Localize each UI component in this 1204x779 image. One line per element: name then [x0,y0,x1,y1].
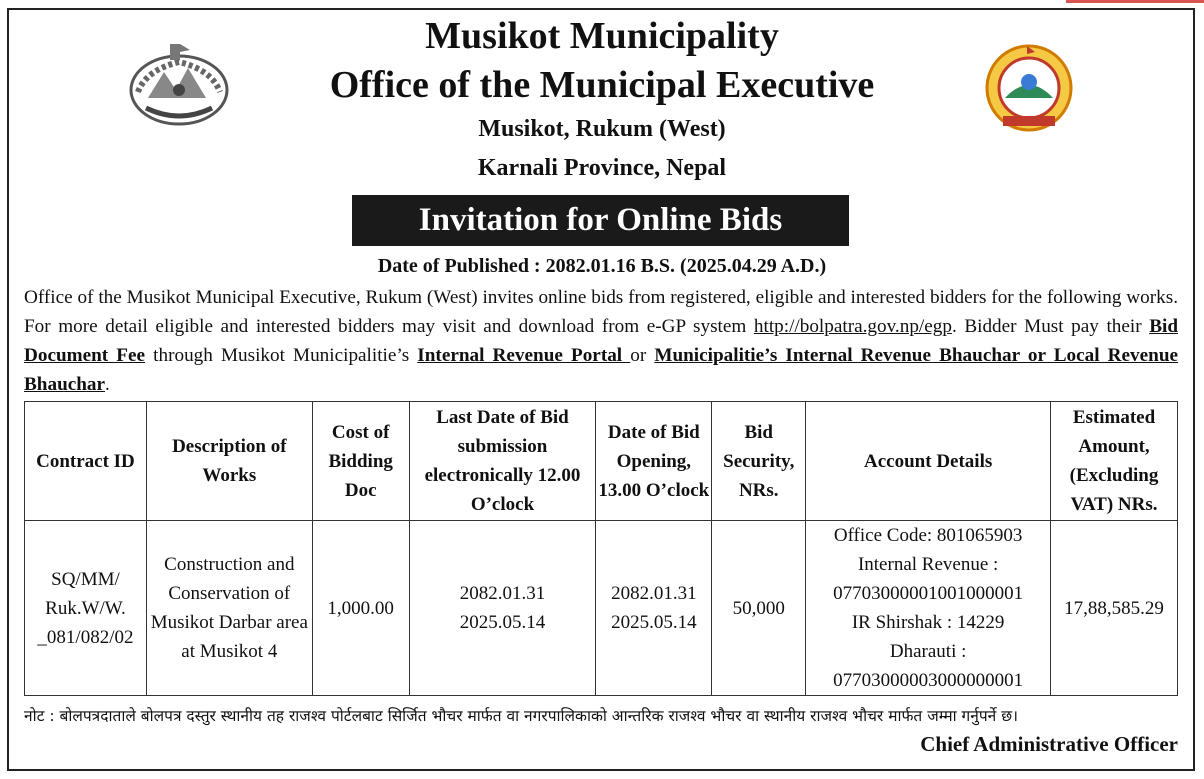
header-account-details: Account Details [806,402,1051,521]
header-bid-security: Bid Security, NRs. [712,402,806,521]
footer-note: नोट : बोलपत्रदाताले बोलपत्र दस्तुर स्थानीय तह राजश्व पोर्टलबाट सिर्जित भौचर मार्फत वा नगरपालिकाको आन्तरिक राजश्व भौचर वा स्थानीय राजश्व भौचर मार्फत जम्मा गर्नुपर्ने छ। [24,707,1018,725]
ir-shirshak: IR Shirshak : 14229 [851,612,1005,633]
address-line-1: Musikot, Rukum (West) [478,116,726,142]
revenue-bhauchar-term: Municipalitie’s Internal Revenue Bhauchar or Local Revenue Bhauchar [24,345,1179,395]
opening-date-ad: 2025.05.14 [611,612,697,633]
opening-date-bs: 2082.01.31 [611,583,697,604]
dharauti-label: Dharauti : [889,641,967,662]
notice-title-banner: Invitation for Online Bids [352,195,849,246]
last-date-bs: 2082.01.31 [459,583,546,604]
municipality-name: Musikot Municipality [425,15,779,57]
egp-link[interactable]: http://bolpatra.gov.np/egp [753,316,952,337]
internal-revenue-label: Internal Revenue : [857,554,999,575]
cell-last-date [409,521,596,696]
cell-opening-date [596,521,712,696]
cell-estimated-amount: 17,88,585.29 [1051,521,1178,696]
header-contract-id: Contract ID [25,402,147,521]
intro-text-1: Office of the Musikot Municipal Executive, Rukum (West) invites online bids from registered, eligible and interested bidders for the following works. For more detail eligible and interested bidders may visit and download from e-GP system [24,287,1178,337]
bids-table [24,401,1178,696]
internal-revenue-number: 07703000001001000001 [833,583,1024,604]
signatory: Chief Administrative Officer [920,732,1178,756]
bid-fee-term: Bid Document Fee [24,316,1178,366]
header-last-date: Last Date of Bid submission electronically 12.00 O’clock [409,402,596,521]
intro-text-3: through Musikot Municipalitie’s [145,345,418,366]
header-opening-date: Date of Bid Opening, 13.00 O’clock [596,402,712,521]
address-line-2: Karnali Province, Nepal [477,155,727,181]
intro-paragraph [24,283,1178,399]
revenue-portal-term: Internal Revenue Portal [417,345,631,366]
header-cost: Cost of Bidding Doc [312,402,409,521]
last-date-ad: 2025.05.14 [459,612,546,633]
office-code: Office Code: 801065903 [833,525,1023,546]
office-name: Office of the Municipal Executive [329,64,875,106]
published-date: Date of Published : 2082.01.16 B.S. (2025.04.29 A.D.) [377,255,827,277]
header-estimated-amount: Estimated Amount, (Excluding VAT) NRs. [1051,402,1178,521]
intro-text-2: . Bidder Must pay their [951,316,1150,337]
cell-cost: 1,000.00 [312,521,409,696]
dharauti-number: 07703000003000000001 [833,670,1024,691]
header-description: Description of Works [146,402,312,521]
intro-text-5: . [105,374,110,395]
cell-bid-security: 50,000 [712,521,806,696]
cell-account-details [806,521,1051,696]
table-header-row [25,402,1178,521]
table-row [25,521,1178,696]
cell-description: Construction and Conservation of Musikot Darbar area at Musikot 4 [146,521,312,696]
top-accent-line [1066,0,1204,3]
cell-contract-id: SQ/MM/ Ruk.W/W. _081/082/02 [25,521,147,696]
intro-text-4: or [630,345,655,366]
